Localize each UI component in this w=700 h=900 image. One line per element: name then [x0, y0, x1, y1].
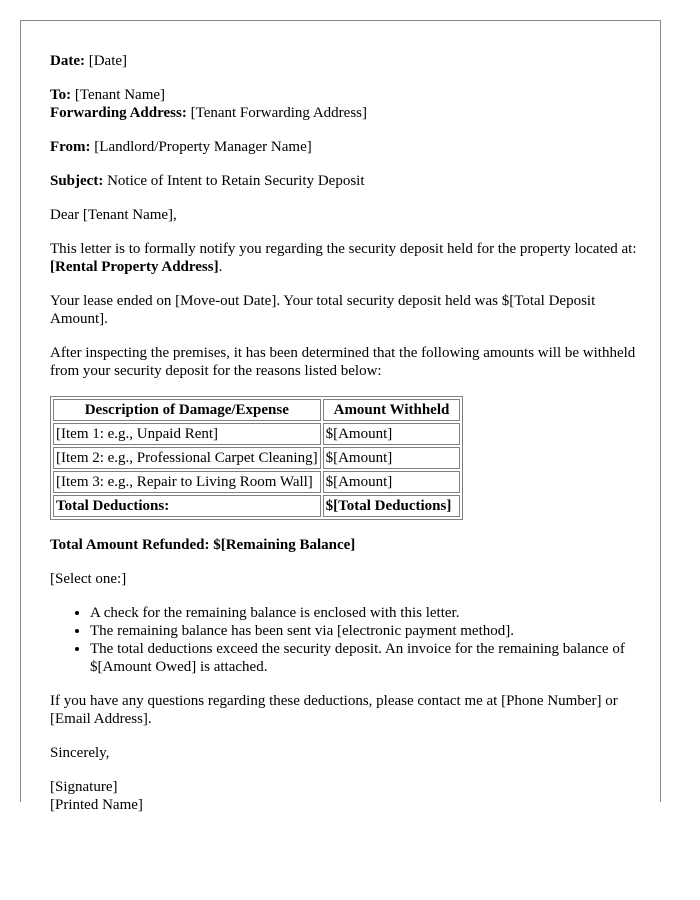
- item-amount: $[Amount]: [323, 447, 461, 469]
- total-row: [53, 495, 460, 517]
- total-label: Total Deductions:: [53, 495, 321, 517]
- from-label: From:: [50, 139, 91, 155]
- item-description: [Item 2: e.g., Professional Carpet Cleaning]: [53, 447, 321, 469]
- from-line: [50, 138, 640, 156]
- letter-content: [50, 52, 640, 830]
- table-row: [53, 471, 460, 493]
- date-label: Date:: [50, 53, 85, 69]
- date-line: [50, 52, 640, 70]
- notification-text: This letter is to formally notify you regarding the security deposit held for the property located at:: [50, 241, 637, 257]
- table-header-row: [53, 399, 460, 421]
- item-description: [Item 3: e.g., Repair to Living Room Wall]: [53, 471, 321, 493]
- salutation: Dear [Tenant Name],: [50, 207, 177, 223]
- recipient-block: [50, 86, 640, 122]
- table-row: [53, 423, 460, 445]
- signature-block: [50, 778, 640, 814]
- item-description: [Item 1: e.g., Unpaid Rent]: [53, 423, 321, 445]
- list-item: • The remaining balance has been sent via [electronic payment method].: [90, 622, 640, 640]
- date-value: [Date]: [88, 53, 128, 69]
- subject-line: [50, 172, 640, 190]
- to-line: [50, 86, 640, 104]
- closing: Sincerely,: [50, 745, 110, 761]
- to-label: To:: [50, 87, 72, 103]
- subject-label: Subject:: [50, 173, 104, 189]
- column-header-description: Description of Damage/Expense: [53, 399, 321, 421]
- select-one-line: [Select one:]: [50, 571, 127, 587]
- forwarding-address-line: [50, 104, 640, 122]
- item-amount: $[Amount]: [323, 471, 461, 493]
- notification-paragraph: [50, 240, 640, 276]
- list-item: • The total deductions exceed the security deposit. An invoice for the remaining balance of $[Amount Owed] is attached.: [90, 640, 640, 676]
- table-row: [53, 447, 460, 469]
- rental-property-address: [Rental Property Address]: [50, 259, 219, 275]
- to-value: [Tenant Name]: [74, 87, 166, 103]
- list-item: • A check for the remaining balance is enclosed with this letter.: [90, 604, 640, 622]
- notification-period: .: [218, 259, 223, 275]
- contact-paragraph: If you have any questions regarding these deductions, please contact me at [Phone Number] or [Email Address].: [50, 693, 618, 727]
- item-amount: $[Amount]: [323, 423, 461, 445]
- signature-placeholder: [Signature]: [50, 779, 118, 795]
- printed-name-placeholder: [Printed Name]: [50, 797, 143, 813]
- total-amount: $[Total Deductions]: [323, 495, 461, 517]
- forwarding-value: [Tenant Forwarding Address]: [190, 105, 367, 121]
- column-header-amount: Amount Withheld: [323, 399, 461, 421]
- refund-options-list: [50, 604, 640, 676]
- inspection-paragraph: After inspecting the premises, it has been determined that the following amounts will be withheld from your security deposit for the reasons listed below:: [50, 345, 636, 379]
- lease-ended-paragraph: Your lease ended on [Move-out Date]. Your total security deposit held was $[Total Deposit Amount].: [50, 293, 596, 327]
- forwarding-label: Forwarding Address:: [50, 105, 187, 121]
- letter-page: [20, 20, 661, 813]
- total-refunded-line: Total Amount Refunded: $[Remaining Balance]: [50, 537, 356, 553]
- from-value: [Landlord/Property Manager Name]: [94, 139, 312, 155]
- subject-value: Notice of Intent to Retain Security Deposit: [107, 173, 365, 189]
- deductions-table: [50, 396, 463, 520]
